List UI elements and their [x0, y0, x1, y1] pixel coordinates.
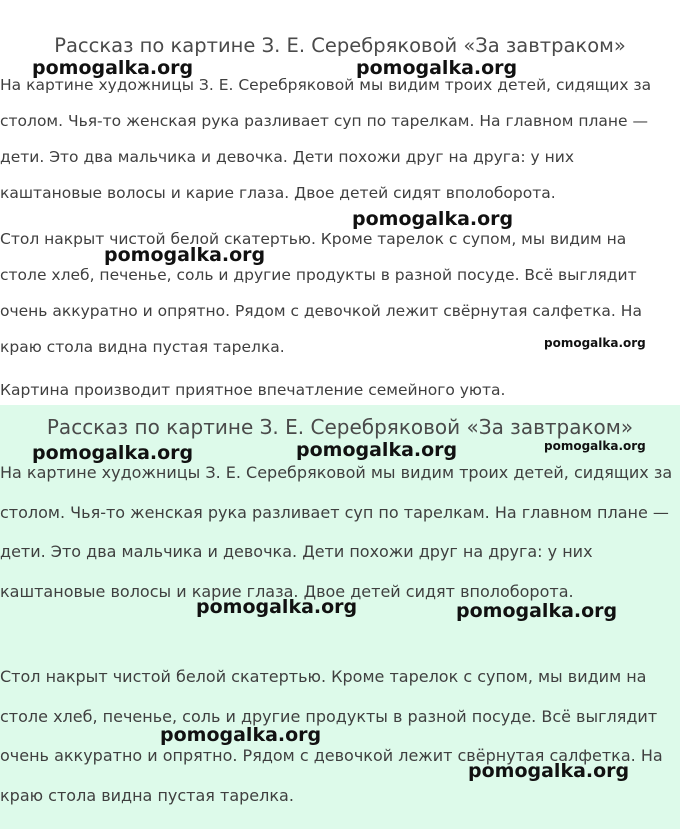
story-paragraph-2: Стол накрыт чистой белой скатертью. Кроме тарелок с супом, мы видим на столе хлеб, печенье, соль и другие продукты в разной посуде. Всё выглядит очень аккуратно и опрятно. Рядом с девочкой лежит свёрнутая салфетка. На краю стола видна пустая тарелка. — [0, 667, 663, 805]
watermark: pomogalka.org — [544, 336, 646, 350]
watermark: pomogalka.org — [196, 596, 358, 618]
story-paragraph-3: Картина производит приятное впечатление семейного уюта. — [0, 381, 506, 399]
watermark: pomogalka.org — [160, 724, 322, 746]
watermark: pomogalka.org — [32, 442, 194, 464]
watermark: pomogalka.org — [468, 760, 630, 782]
story-section-2 — [0, 405, 680, 829]
watermark: pomogalka.org — [356, 57, 518, 79]
watermark: pomogalka.org — [296, 439, 458, 461]
story-paragraph-1: На картине художницы З. Е. Серебряковой мы видим троих детей, сидящих за столом. Чья-то женская рука разливает суп по тарелкам. На главном плане — дети. Это два мальчика и девочка. Дети похожи друг на друга: у них каштановые волосы и карие глаза. Двое детей сидят вполоборота. — [0, 76, 652, 202]
watermark: pomogalka.org — [104, 244, 266, 266]
story-paragraph-1: На картине художницы З. Е. Серебряковой мы видим троих детей, сидящих за столом. Чья-то женская рука разливает суп по тарелкам. На главном плане — дети. Это два мальчика и девочка. Дети похожи друг на друга: у них каштановые волосы и карие глаза. Двое детей сидят вполоборота. — [0, 463, 673, 601]
watermark: pomogalka.org — [352, 208, 514, 230]
watermark: pomogalka.org — [456, 600, 618, 622]
story-title: Рассказ по картине З. Е. Серебряковой «За завтраком» — [54, 34, 626, 57]
story-title: Рассказ по картине З. Е. Серебряковой «За завтраком» — [46, 415, 634, 439]
story-paragraph-2: Стол накрыт чистой белой скатертью. Кроме тарелок с супом, мы видим на столе хлеб, печенье, соль и другие продукты в разной посуде. Всё выглядит очень аккуратно и опрятно. Рядом с девочкой лежит свёрнутая салфетка. На краю стола видна пустая тарелка. — [0, 230, 642, 356]
watermark: pomogalka.org — [32, 57, 194, 79]
story-section-1 — [0, 0, 680, 405]
watermark: pomogalka.org — [544, 439, 646, 453]
